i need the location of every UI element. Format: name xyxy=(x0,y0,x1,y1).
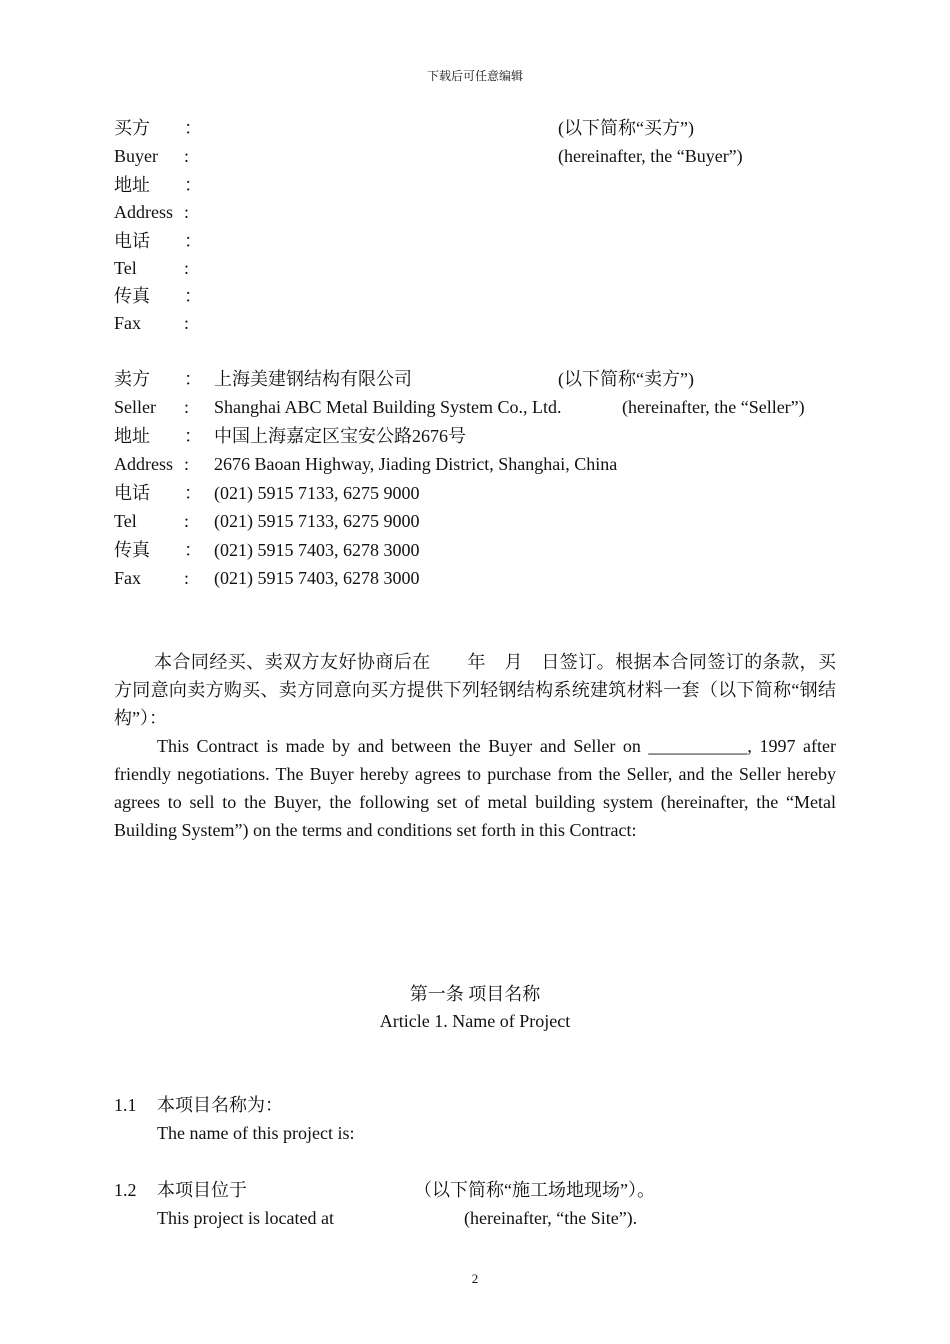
seller-address-colon-cn: ： xyxy=(184,426,202,446)
header-note: 下载后可任意编辑 xyxy=(426,69,523,83)
seller-note-en: (hereinafter, the “Seller”) xyxy=(622,397,805,417)
seller-tel-en: (021) 5915 7133, 6275 9000 xyxy=(214,511,420,531)
buyer-note-en: (hereinafter, the “Buyer”) xyxy=(558,146,743,166)
buyer-fax-colon-en: : xyxy=(184,313,190,333)
seller-address-label-en: Address xyxy=(114,454,173,474)
seller-tel-colon-cn: ： xyxy=(184,483,202,503)
seller-tel-cn: (021) 5915 7133, 6275 9000 xyxy=(214,483,420,503)
intro-paragraph-en: This Contract is made by and between the Buyer and Seller on ___________, 1997 after friendly negotiations. The Buyer hereby agrees to purchase from the Seller, and the Seller hereby agrees to sell to the Buyer, the following set of metal building system (hereinafter, the “Metal Building System”) on the terms and conditions set forth in this Contract: xyxy=(114,736,836,840)
buyer-tel-colon-cn: ： xyxy=(184,231,202,251)
buyer-tel-label-en: Tel xyxy=(114,258,137,278)
buyer-tel-label-cn: 电话 xyxy=(114,231,150,251)
seller-tel-colon-en: : xyxy=(184,511,190,531)
seller-fax-colon-en: : xyxy=(184,568,190,588)
intro-paragraphs xyxy=(114,648,836,844)
page-number: 2 xyxy=(471,1271,479,1286)
clause-1-1-en: The name of this project is: xyxy=(157,1123,355,1143)
seller-note-cn: (以下简称“卖方”) xyxy=(558,369,694,389)
clause-1-2-en: This project is located at xyxy=(157,1208,334,1228)
seller-label-cn: 卖方 xyxy=(114,369,150,389)
seller-address-en: 2676 Baoan Highway, Jiading District, Shanghai, China xyxy=(214,454,618,474)
clause-1-2-cn-note: （以下简称“施工场地现场”）。 xyxy=(414,1180,655,1200)
buyer-label-en: Buyer xyxy=(114,146,158,166)
buyer-colon-en: : xyxy=(184,146,190,166)
buyer-label-cn: 买方 xyxy=(114,118,150,138)
seller-tel-label-en: Tel xyxy=(114,511,137,531)
seller-label-en: Seller xyxy=(114,397,156,417)
seller-name-cn: 上海美建钢结构有限公司 xyxy=(214,369,412,389)
buyer-address-colon-en: : xyxy=(184,202,190,222)
seller-address-label-cn: 地址 xyxy=(114,426,150,446)
seller-tel-label-cn: 电话 xyxy=(114,483,150,503)
seller-colon-en: : xyxy=(184,397,190,417)
seller-fax-label-cn: 传真 xyxy=(114,540,150,560)
seller-address-colon-en: : xyxy=(184,454,190,474)
clause-1-1-number: 1.1 xyxy=(114,1095,137,1115)
seller-fax-label-en: Fax xyxy=(114,568,141,588)
clause-1-1-cn: 本项目名称为： xyxy=(157,1095,283,1115)
buyer-colon-cn: ： xyxy=(184,118,202,138)
buyer-fax-label-en: Fax xyxy=(114,313,141,333)
buyer-address-label-cn: 地址 xyxy=(114,175,150,195)
clause-1-2-en-note: (hereinafter, “the Site”). xyxy=(464,1208,638,1228)
seller-fax-colon-cn: ： xyxy=(184,540,202,560)
seller-fax-en: (021) 5915 7403, 6278 3000 xyxy=(214,568,420,588)
seller-address-cn: 中国上海嘉定区宝安公路2676号 xyxy=(214,426,466,446)
seller-fax-cn: (021) 5915 7403, 6278 3000 xyxy=(214,540,420,560)
intro-paragraph-cn: 本合同经买、卖双方友好协商后在 年 月 日签订。根据本合同签订的条款，买方同意向卖方购买、卖方同意向买方提供下列轻钢结构系统建筑材料一套（以下简称“钢结构”）： xyxy=(114,652,836,728)
clause-1-2-number: 1.2 xyxy=(114,1180,137,1200)
buyer-note-cn: (以下简称“买方”) xyxy=(558,118,694,138)
buyer-tel-colon-en: : xyxy=(184,258,190,278)
buyer-address-colon-cn: ： xyxy=(184,175,202,195)
article-title-cn: 第一条 项目名称 xyxy=(409,984,541,1004)
buyer-fax-colon-cn: ： xyxy=(184,286,202,306)
seller-colon-cn: ： xyxy=(184,369,202,389)
buyer-address-label-en: Address xyxy=(114,202,173,222)
buyer-fax-label-cn: 传真 xyxy=(114,286,150,306)
seller-name-en: Shanghai ABC Metal Building System Co., Ltd. xyxy=(214,397,562,417)
article-title-en: Article 1. Name of Project xyxy=(379,1011,571,1031)
clause-1-2-cn: 本项目位于 xyxy=(157,1180,247,1200)
